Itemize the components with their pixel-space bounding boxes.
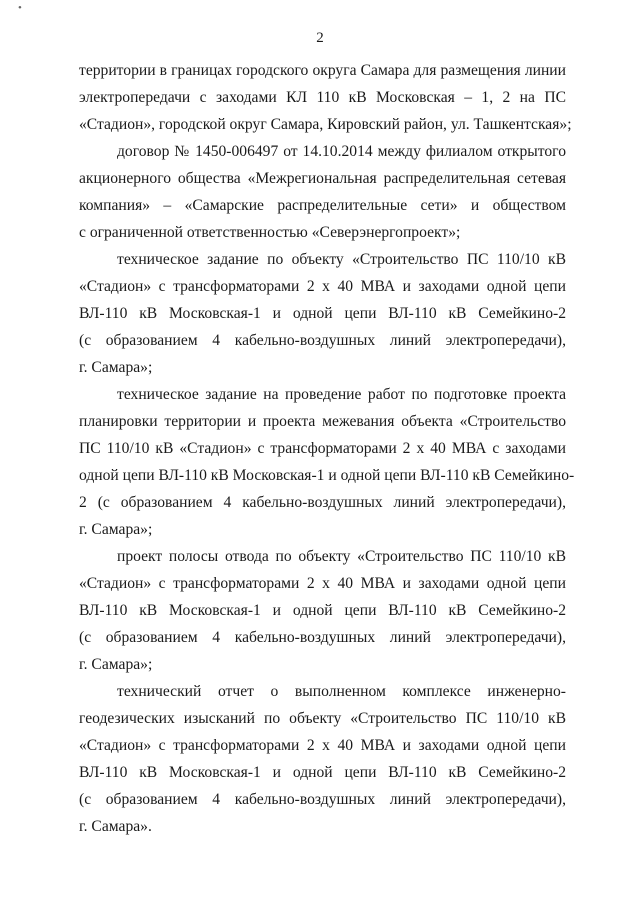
paragraph-territory: [79, 57, 572, 138]
page-number: 2: [316, 30, 324, 46]
text-line: одной цепи ВЛ-110 кВ Московская-1 и одной цепи ВЛ-110 кВ Семейкино-: [79, 467, 575, 484]
paragraph-contract: [79, 138, 566, 246]
text-line: территории в границах городского округа Самара для размещения линии: [79, 62, 566, 79]
text-line: техническое задание на проведение работ по подготовке проекта: [117, 386, 566, 403]
text-line: электропередачи с заходами КЛ 110 кВ Московская – 1, 2 на ПС: [79, 89, 566, 106]
paragraph-technical-report: [79, 678, 566, 840]
text-line: (с образованием 4 кабельно-воздушных линий электропередачи),: [79, 332, 566, 349]
text-line: «Стадион», городской округ Самара, Кировский район, ул. Ташкентская»;: [79, 116, 572, 133]
text-line: договор № 1450-006497 от 14.10.2014 между филиалом открытого: [117, 143, 566, 160]
text-line: «Стадион» с трансформаторами 2 х 40 МВА и заходами одной цепи: [79, 575, 566, 592]
text-line: техническое задание по объекту «Строительство ПС 110/10 кВ: [117, 251, 566, 268]
text-line: г. Самара»;: [79, 359, 153, 376]
text-line: планировки территории и проекта межевания объекта «Строительство: [79, 413, 566, 430]
document-body: [79, 57, 575, 840]
text-line: ПС 110/10 кВ «Стадион» с трансформаторами 2 х 40 МВА с заходами: [79, 440, 566, 457]
text-line: технический отчет о выполненном комплексе инженерно-: [117, 683, 566, 700]
paragraph-right-of-way-project: [79, 543, 566, 678]
text-line: с ограниченной ответственностью «Северэнергопроект»;: [79, 224, 461, 241]
text-line: г. Самара».: [79, 818, 152, 835]
text-line: ВЛ-110 кВ Московская-1 и одной цепи ВЛ-110 кВ Семейкино-2: [79, 305, 566, 322]
corner-mark: •: [18, 2, 22, 14]
text-line: «Стадион» с трансформаторами 2 х 40 МВА и заходами одной цепи: [79, 278, 566, 295]
paragraph-technical-task-2: [79, 381, 575, 543]
text-line: 2 (с образованием 4 кабельно-воздушных линий электропередачи),: [79, 494, 566, 511]
text-line: г. Самара»;: [79, 656, 153, 673]
text-line: (с образованием 4 кабельно-воздушных линий электропередачи),: [79, 791, 566, 808]
text-line: компания» – «Самарские распределительные сети» и обществом: [79, 197, 566, 214]
text-line: акционерного общества «Межрегиональная распределительная сетевая: [79, 170, 566, 187]
text-line: геодезических изысканий по объекту «Строительство ПС 110/10 кВ: [79, 710, 566, 727]
text-line: ВЛ-110 кВ Московская-1 и одной цепи ВЛ-110 кВ Семейкино-2: [79, 602, 566, 619]
text-line: ВЛ-110 кВ Московская-1 и одной цепи ВЛ-110 кВ Семейкино-2: [79, 764, 566, 781]
text-line: «Стадион» с трансформаторами 2 х 40 МВА и заходами одной цепи: [79, 737, 566, 754]
text-line: (с образованием 4 кабельно-воздушных линий электропередачи),: [79, 629, 566, 646]
text-line: г. Самара»;: [79, 521, 153, 538]
text-line: проект полосы отвода по объекту «Строительство ПС 110/10 кВ: [117, 548, 566, 565]
paragraph-technical-task-1: [79, 246, 566, 381]
